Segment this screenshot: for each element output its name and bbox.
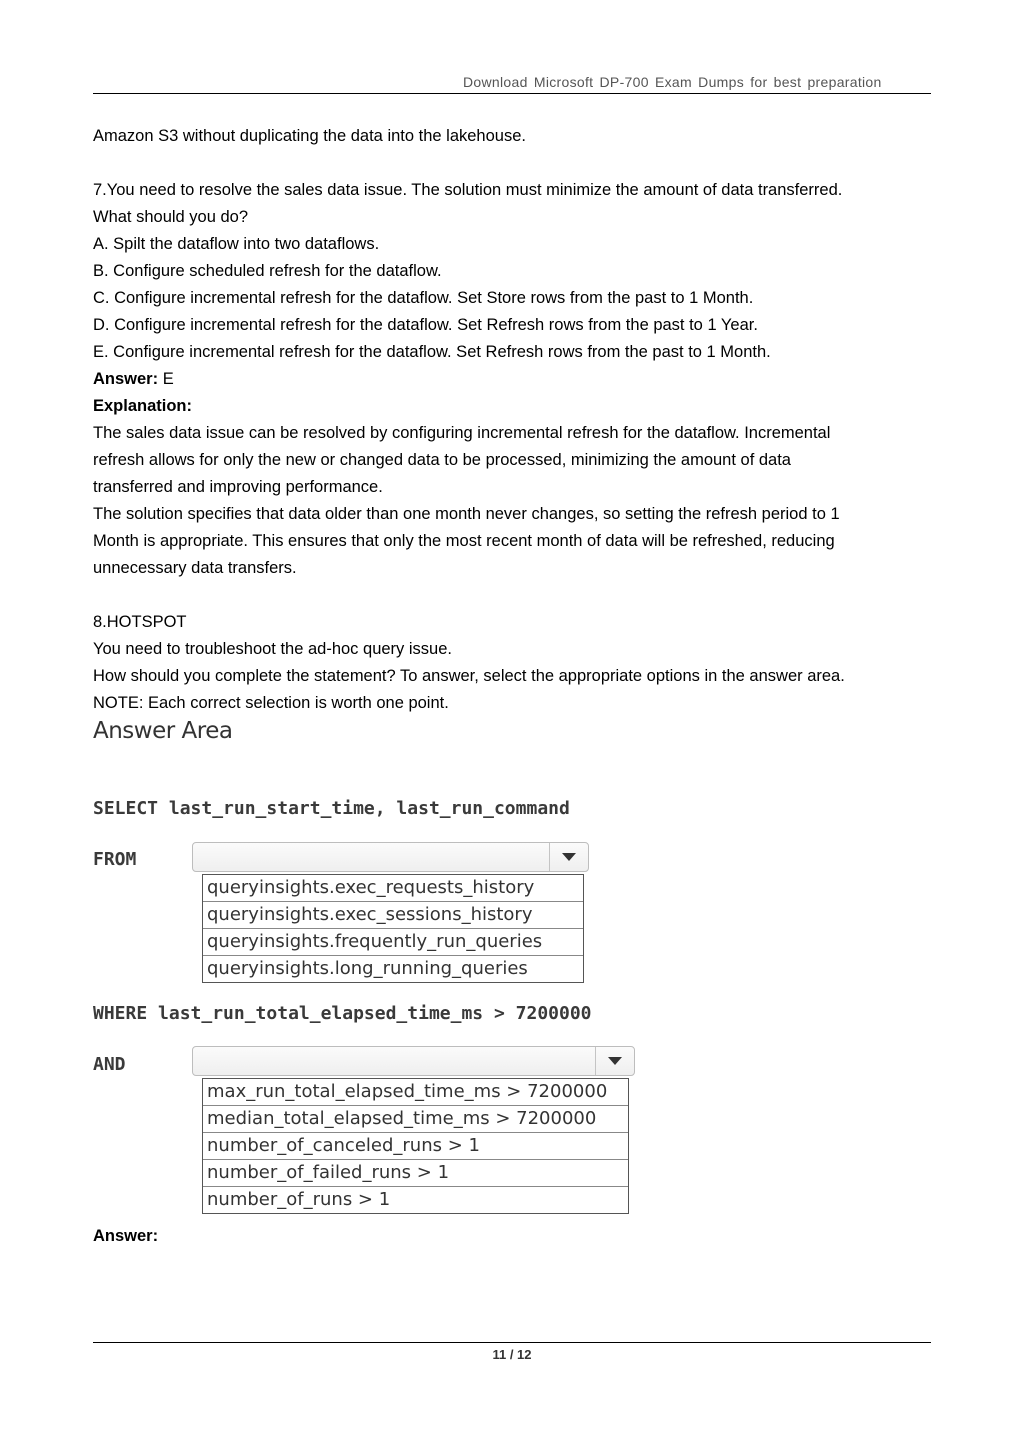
q7-explanation-line: Month is appropriate. This ensures that only the most recent month of data will be refreshed, reducing bbox=[93, 532, 835, 550]
q8-answer-label: Answer: bbox=[93, 1227, 159, 1245]
and-options-list bbox=[202, 1078, 629, 1214]
from-option[interactable]: queryinsights.long_running_queries bbox=[207, 958, 528, 979]
page-number: 11 / 12 bbox=[492, 1347, 532, 1362]
answer-area bbox=[93, 716, 663, 1221]
and-option[interactable]: max_run_total_elapsed_time_ms > 7200000 bbox=[203, 1079, 628, 1106]
sql-where-line: WHERE last_run_total_elapsed_time_ms > 7200000 bbox=[93, 1003, 592, 1024]
sql-select-line: SELECT last_run_start_time, last_run_command bbox=[93, 798, 570, 819]
q8-line: You need to troubleshoot the ad-hoc query issue. bbox=[93, 640, 452, 658]
from-dropdown[interactable] bbox=[192, 842, 589, 872]
from-option[interactable]: queryinsights.frequently_run_queries bbox=[203, 929, 583, 956]
q7-explanation-line: The solution specifies that data older than one month never changes, so setting the refresh period to 1 bbox=[93, 505, 840, 523]
and-option[interactable]: number_of_failed_runs > 1 bbox=[203, 1160, 628, 1187]
q7-explanation-line: refresh allows for only the new or changed data to be processed, minimizing the amount of data bbox=[93, 451, 791, 469]
sql-from-keyword: FROM bbox=[93, 849, 137, 870]
intro-line: Amazon S3 without duplicating the data into the lakehouse. bbox=[93, 127, 526, 145]
page-header: Download Microsoft DP-700 Exam Dumps for best preparation bbox=[463, 74, 882, 90]
sql-and-keyword: AND bbox=[93, 1054, 126, 1075]
q8-line: How should you complete the statement? To answer, select the appropriate options in the answer area. bbox=[93, 667, 845, 685]
q8-heading: 8.HOTSPOT bbox=[93, 613, 187, 631]
from-option[interactable]: queryinsights.exec_sessions_history bbox=[203, 902, 583, 929]
and-option[interactable]: median_total_elapsed_time_ms > 7200000 bbox=[203, 1106, 628, 1133]
q7-answer-label: Answer: bbox=[93, 370, 159, 388]
q7-explanation-line: The sales data issue can be resolved by configuring incremental refresh for the dataflow. Incremental bbox=[93, 424, 831, 442]
and-dropdown[interactable] bbox=[192, 1046, 635, 1076]
chevron-down-icon bbox=[608, 1057, 622, 1065]
answer-area-title: Answer Area bbox=[93, 718, 233, 744]
q7-prompt: What should you do? bbox=[93, 208, 249, 226]
q7-explanation-label: Explanation: bbox=[93, 397, 193, 415]
from-options-list bbox=[202, 874, 584, 983]
from-dropdown-button[interactable] bbox=[549, 843, 588, 871]
q7-answer-value: E bbox=[158, 370, 174, 388]
q7-option-b: B. Configure scheduled refresh for the dataflow. bbox=[93, 262, 442, 280]
q7-question: 7.You need to resolve the sales data issue. The solution must minimize the amount of data transferred. bbox=[93, 181, 843, 199]
and-option[interactable]: number_of_runs > 1 bbox=[207, 1189, 391, 1210]
chevron-down-icon bbox=[562, 853, 576, 861]
q7-option-c: C. Configure incremental refresh for the dataflow. Set Store rows from the past to 1 Month. bbox=[93, 289, 754, 307]
q7-explanation-line: unnecessary data transfers. bbox=[93, 559, 297, 577]
from-option[interactable]: queryinsights.exec_requests_history bbox=[203, 875, 583, 902]
document-body bbox=[93, 123, 933, 717]
q7-option-d: D. Configure incremental refresh for the dataflow. Set Refresh rows from the past to 1 Year. bbox=[93, 316, 758, 334]
footer-divider bbox=[93, 1342, 931, 1343]
q7-option-a: A. Spilt the dataflow into two dataflows. bbox=[93, 235, 380, 253]
and-dropdown-button[interactable] bbox=[595, 1047, 634, 1075]
header-divider bbox=[93, 93, 931, 94]
q7-answer bbox=[93, 366, 933, 393]
q8-line: NOTE: Each correct selection is worth one point. bbox=[93, 694, 449, 712]
q7-option-e: E. Configure incremental refresh for the dataflow. Set Refresh rows from the past to 1 Month. bbox=[93, 343, 771, 361]
q7-explanation-line: transferred and improving performance. bbox=[93, 478, 383, 496]
and-option[interactable]: number_of_canceled_runs > 1 bbox=[203, 1133, 628, 1160]
